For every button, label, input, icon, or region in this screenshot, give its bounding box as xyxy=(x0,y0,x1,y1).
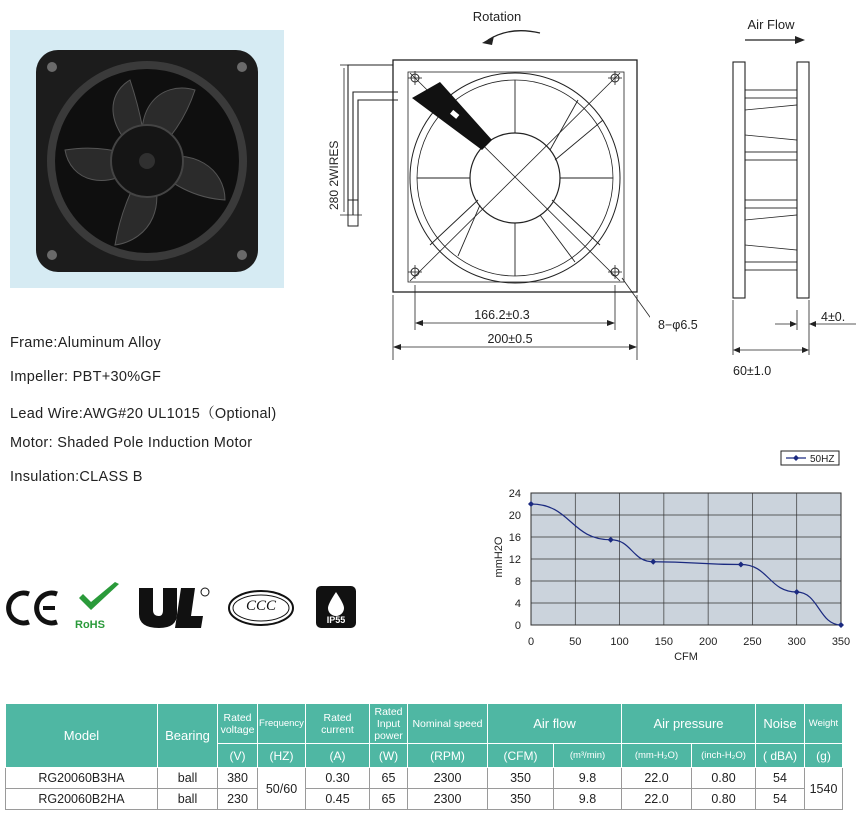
y-tick-label: 0 xyxy=(514,620,521,632)
cell-speed: 2300 xyxy=(408,789,488,810)
spec-impeller: Impeller: PBT+30%GF xyxy=(10,369,162,385)
ip55-text: IP55 xyxy=(326,615,346,625)
ip55-logo xyxy=(316,586,356,628)
spec-insulation: Insulation:CLASS B xyxy=(10,469,143,485)
th-rated-current: Rated current xyxy=(306,704,370,744)
cell-mmh2o: 22.0 xyxy=(622,768,692,789)
th-noise: Noise xyxy=(756,704,805,744)
y-tick-label: 4 xyxy=(514,598,521,610)
cell-noise: 54 xyxy=(756,789,805,810)
chart-legend xyxy=(781,451,839,465)
th-weight: Weight xyxy=(805,704,843,744)
unit-current: (A) xyxy=(306,744,370,768)
cell-frequency: 50/60 xyxy=(258,768,306,810)
ce-logo xyxy=(5,588,61,633)
th-air-pressure: Air pressure xyxy=(622,704,756,744)
cell-mmh2o: 22.0 xyxy=(622,789,692,810)
x-tick-label: 150 xyxy=(654,636,674,648)
cell-cfm: 350 xyxy=(488,768,554,789)
cell-noise: 54 xyxy=(756,768,805,789)
x-tick-label: 300 xyxy=(787,636,806,648)
x-tick-label: 250 xyxy=(743,636,762,648)
th-air-flow: Air flow xyxy=(488,704,622,744)
unit-voltage: (V) xyxy=(218,744,258,768)
unit-frequency: (HZ) xyxy=(258,744,306,768)
dim-width-label: 200±0.5 xyxy=(487,332,533,346)
th-frequency: Frequency xyxy=(258,704,306,744)
cell-m3min: 9.8 xyxy=(554,789,622,810)
x-tick-label: 200 xyxy=(698,636,718,648)
cell-model: RG20060B3HA xyxy=(6,768,158,789)
fan-photo-image xyxy=(10,30,284,288)
cell-weight: 1540 xyxy=(805,768,843,810)
dim-holes-label: 166.2±0.3 xyxy=(474,308,530,322)
pq-chart xyxy=(480,445,856,670)
th-rated-input-power: Rated Input power xyxy=(370,704,408,744)
x-tick-label: 50 xyxy=(569,636,582,648)
cell-bearing: ball xyxy=(158,768,218,789)
legend-series-label: 50HZ xyxy=(810,454,835,465)
y-axis-label: mmH2O xyxy=(493,536,505,578)
th-rated-voltage: Rated voltage xyxy=(218,704,258,744)
x-tick-label: 0 xyxy=(527,636,535,648)
ccc-logo xyxy=(227,589,295,632)
th-model: Model xyxy=(6,704,158,768)
cell-m3min: 9.8 xyxy=(554,768,622,789)
unit-g: (g) xyxy=(805,744,843,768)
rotation-label: Rotation xyxy=(472,9,522,24)
dim-mount-label: 8−φ6.5 xyxy=(658,318,698,332)
side-view-drawing xyxy=(725,10,856,380)
unit-speed: (RPM) xyxy=(408,744,488,768)
dim-depth-label: 60±1.0 xyxy=(733,364,772,378)
front-view-drawing xyxy=(320,0,650,370)
y-tick-label: 8 xyxy=(514,576,521,588)
cell-bearing: ball xyxy=(158,789,218,810)
rohs-logo xyxy=(75,582,123,631)
unit-inchh2o: (inch-H₂O) xyxy=(692,744,756,768)
cell-power: 65 xyxy=(370,789,408,810)
table-row xyxy=(6,768,843,789)
airflow-label: Air Flow xyxy=(747,17,795,32)
cell-voltage: 230 xyxy=(218,789,258,810)
cell-cfm: 350 xyxy=(488,789,554,810)
unit-power: (W) xyxy=(370,744,408,768)
cell-current: 0.30 xyxy=(306,768,370,789)
x-tick-label: 350 xyxy=(831,636,851,648)
y-tick-label: 12 xyxy=(508,554,521,566)
cell-inchh2o: 0.80 xyxy=(692,789,756,810)
unit-cfm: (CFM) xyxy=(488,744,554,768)
ul-logo xyxy=(135,586,211,635)
cell-model: RG20060B2HA xyxy=(6,789,158,810)
wires-label: 280 2WIRES xyxy=(327,140,341,210)
y-tick-label: 24 xyxy=(508,488,521,500)
ccc-text: CCC xyxy=(245,598,276,614)
cell-speed: 2300 xyxy=(408,768,488,789)
cell-voltage: 380 xyxy=(218,768,258,789)
y-tick-label: 20 xyxy=(508,510,521,522)
x-tick-label: 100 xyxy=(610,636,629,648)
fan-photo xyxy=(10,30,284,288)
unit-mmh2o: (mm-H₂O) xyxy=(622,744,692,768)
dim-flange-label: 4±0. xyxy=(821,310,846,324)
cell-power: 65 xyxy=(370,768,408,789)
cell-current: 0.45 xyxy=(306,789,370,810)
spec-frame: Frame:Aluminum Alloy xyxy=(10,335,162,351)
spec-lead-wire: Lead Wire:AWG#20 UL1015（Optional) xyxy=(10,406,277,422)
unit-m3min: (m³/min) xyxy=(554,744,622,768)
unit-dba: ( dBA) xyxy=(756,744,805,768)
th-nominal-speed: Nominal speed xyxy=(408,704,488,744)
th-bearing: Bearing xyxy=(158,704,218,768)
spec-motor: Motor: Shaded Pole Induction Motor xyxy=(10,435,253,451)
y-tick-label: 16 xyxy=(508,532,521,544)
x-axis-label: CFM xyxy=(674,651,698,663)
table-row xyxy=(6,789,843,810)
rohs-text: RoHS xyxy=(75,619,105,631)
cell-inchh2o: 0.80 xyxy=(692,768,756,789)
spec-table xyxy=(5,703,843,810)
